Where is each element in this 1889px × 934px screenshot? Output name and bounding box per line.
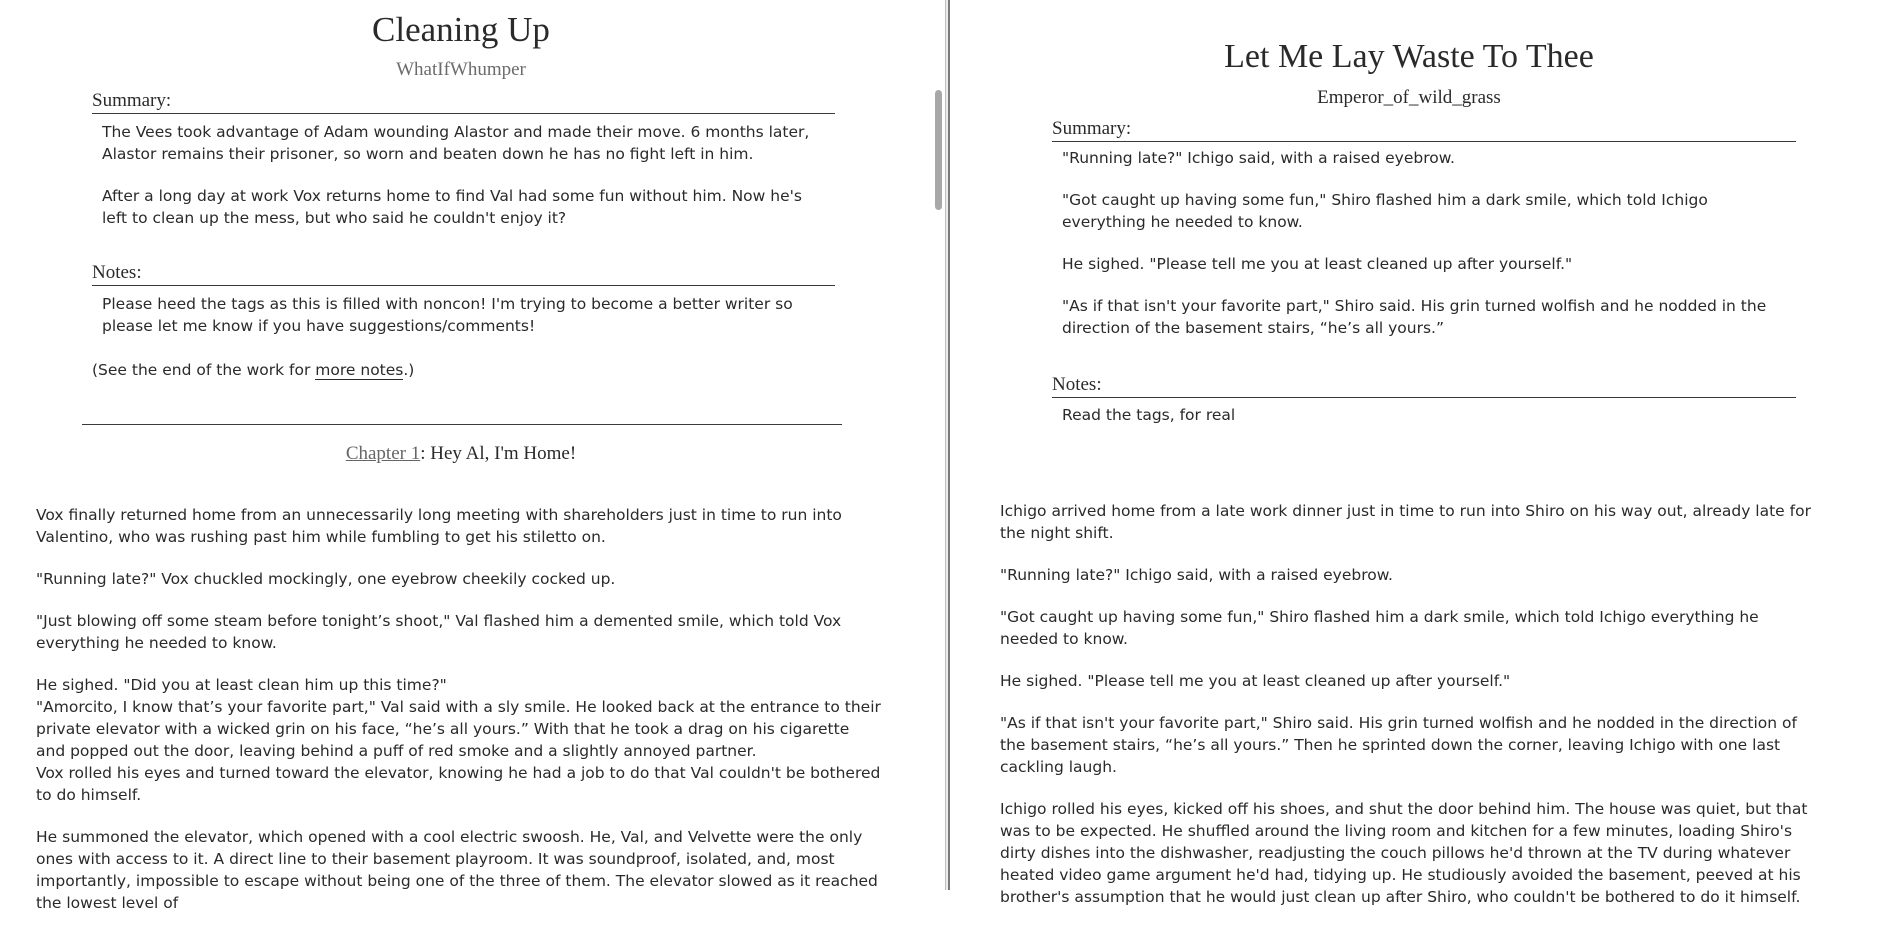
body-paragraph: He summoned the elevator, which opened with a cool electric swoosh. He, Val, and Velvette were the only ones with access to it. A direct line to their basement playroom. It was soundproof, isolated, and, most importantly, impossible to escape without being one of the three of them. The elevator slowed as it reached the lowest level of	[36, 828, 878, 912]
summary-paragraph: "Running late?" Ichigo said, with a raised eyebrow.	[1062, 149, 1455, 167]
summary-block	[1062, 147, 1772, 359]
summary-block	[102, 121, 827, 249]
body-paragraph: Ichigo arrived home from a late work dinner just in time to run into Shiro on his way out, already late for the night shift.	[1000, 502, 1811, 542]
end-notes-suffix: .)	[403, 361, 415, 379]
notes-heading: Notes:	[92, 262, 835, 286]
body-paragraph: Vox rolled his eyes and turned toward the elevator, knowing he had a job to do that Val couldn't be bothered to do himself.	[36, 764, 881, 804]
body-paragraph: Vox finally returned home from an unnecessarily long meeting with shareholders just in time to run into Valentino, who was rushing past him while fumbling to get his stiletto on.	[36, 506, 842, 546]
notes-block	[102, 293, 827, 357]
chapter-divider	[82, 424, 842, 425]
end-notes-pointer	[92, 359, 835, 381]
left-document-pane[interactable]	[0, 0, 945, 912]
body-paragraph: He sighed. "Did you at least clean him up this time?"	[36, 676, 447, 694]
body-paragraph: "Just blowing off some steam before tonight’s shoot," Val flashed him a demented smile, which told Vox everything he needed to know.	[36, 612, 842, 652]
body-paragraph: "Got caught up having some fun," Shiro flashed him a dark smile, which told Ichigo everything he needed to know.	[1000, 608, 1759, 648]
work-author[interactable]: Emperor_of_wild_grass	[1317, 87, 1501, 108]
summary-paragraph: He sighed. "Please tell me you at least cleaned up after yourself."	[1062, 255, 1573, 273]
work-title: Cleaning Up	[372, 10, 550, 49]
notes-paragraph: Read the tags, for real	[1062, 406, 1236, 424]
left-scrollbar-thumb[interactable]	[935, 90, 942, 210]
chapter-heading	[0, 443, 922, 465]
body-paragraph: "Amorcito, I know that’s your favorite part," Val said with a sly smile. He looked back at the entrance to their private elevator with a wicked grin on his face, “he’s all yours.” With that he took a drag on his cigarette and popped out the door, leaving behind a puff of red smoke and a slightly annoyed partner.	[36, 698, 881, 760]
notes-paragraph: Please heed the tags as this is filled with noncon! I'm trying to become a better writer so please let me know if you have suggestions/comments!	[102, 295, 793, 335]
chapter-body	[36, 504, 882, 934]
chapter-title: : Hey Al, I'm Home!	[420, 443, 577, 464]
body-paragraph: Ichigo rolled his eyes, kicked off his shoes, and shut the door behind him. The house was quiet, but that was to be expected. He shuffled around the living room and kitchen for a few minutes, loading Shiro's dirty dishes into the dishwasher, readjusting the couch pillows he'd thrown at the TV during whatever heated video game argument he'd had, tidying up. He studiously avoided the basement, peeved at his brother's assumption that he would just clean up after Shiro, who couldn't be bothered to do it himself.	[1000, 800, 1808, 906]
more-notes-link[interactable]: more notes	[315, 361, 404, 379]
summary-paragraph: The Vees took advantage of Adam wounding Alastor and made their move. 6 months later, Alastor remains their prisoner, so worn and beaten down he has no fight left in him.	[102, 123, 810, 163]
right-document-pane[interactable]	[950, 0, 1889, 906]
body-paragraph: He sighed. "Please tell me you at least cleaned up after yourself."	[1000, 672, 1511, 690]
body-paragraph: "Running late?" Ichigo said, with a raised eyebrow.	[1000, 566, 1393, 584]
work-author[interactable]: WhatIfWhumper	[396, 59, 526, 80]
end-notes-prefix: (See the end of the work for	[92, 361, 316, 379]
chapter-body	[1000, 500, 1815, 928]
summary-paragraph: After a long day at work Vox returns home to find Val had some fun without him. Now he's left to clean up the mess, but who said he couldn't enjoy it?	[102, 187, 802, 227]
body-paragraph: "Running late?" Vox chuckled mockingly, one eyebrow cheekily cocked up.	[36, 570, 616, 588]
summary-heading: Summary:	[1052, 118, 1796, 142]
notes-heading: Notes:	[1052, 374, 1796, 398]
chapter-link[interactable]: Chapter 1	[345, 443, 421, 464]
summary-paragraph: "As if that isn't your favorite part," Shiro said. His grin turned wolfish and he nodded in the direction of the basement stairs, “he’s all yours.”	[1062, 297, 1767, 337]
work-title: Let Me Lay Waste To Thee	[1224, 38, 1594, 75]
summary-paragraph: "Got caught up having some fun," Shiro flashed him a dark smile, which told Ichigo everything he needed to know.	[1062, 191, 1708, 231]
notes-block	[1062, 404, 1772, 446]
body-paragraph: "As if that isn't your favorite part," Shiro said. His grin turned wolfish and he nodded in the direction of the basement stairs, “he’s all yours.” Then he sprinted down the corner, leaving Ichigo with one last cackling laugh.	[1000, 714, 1797, 776]
summary-heading: Summary:	[92, 90, 835, 114]
